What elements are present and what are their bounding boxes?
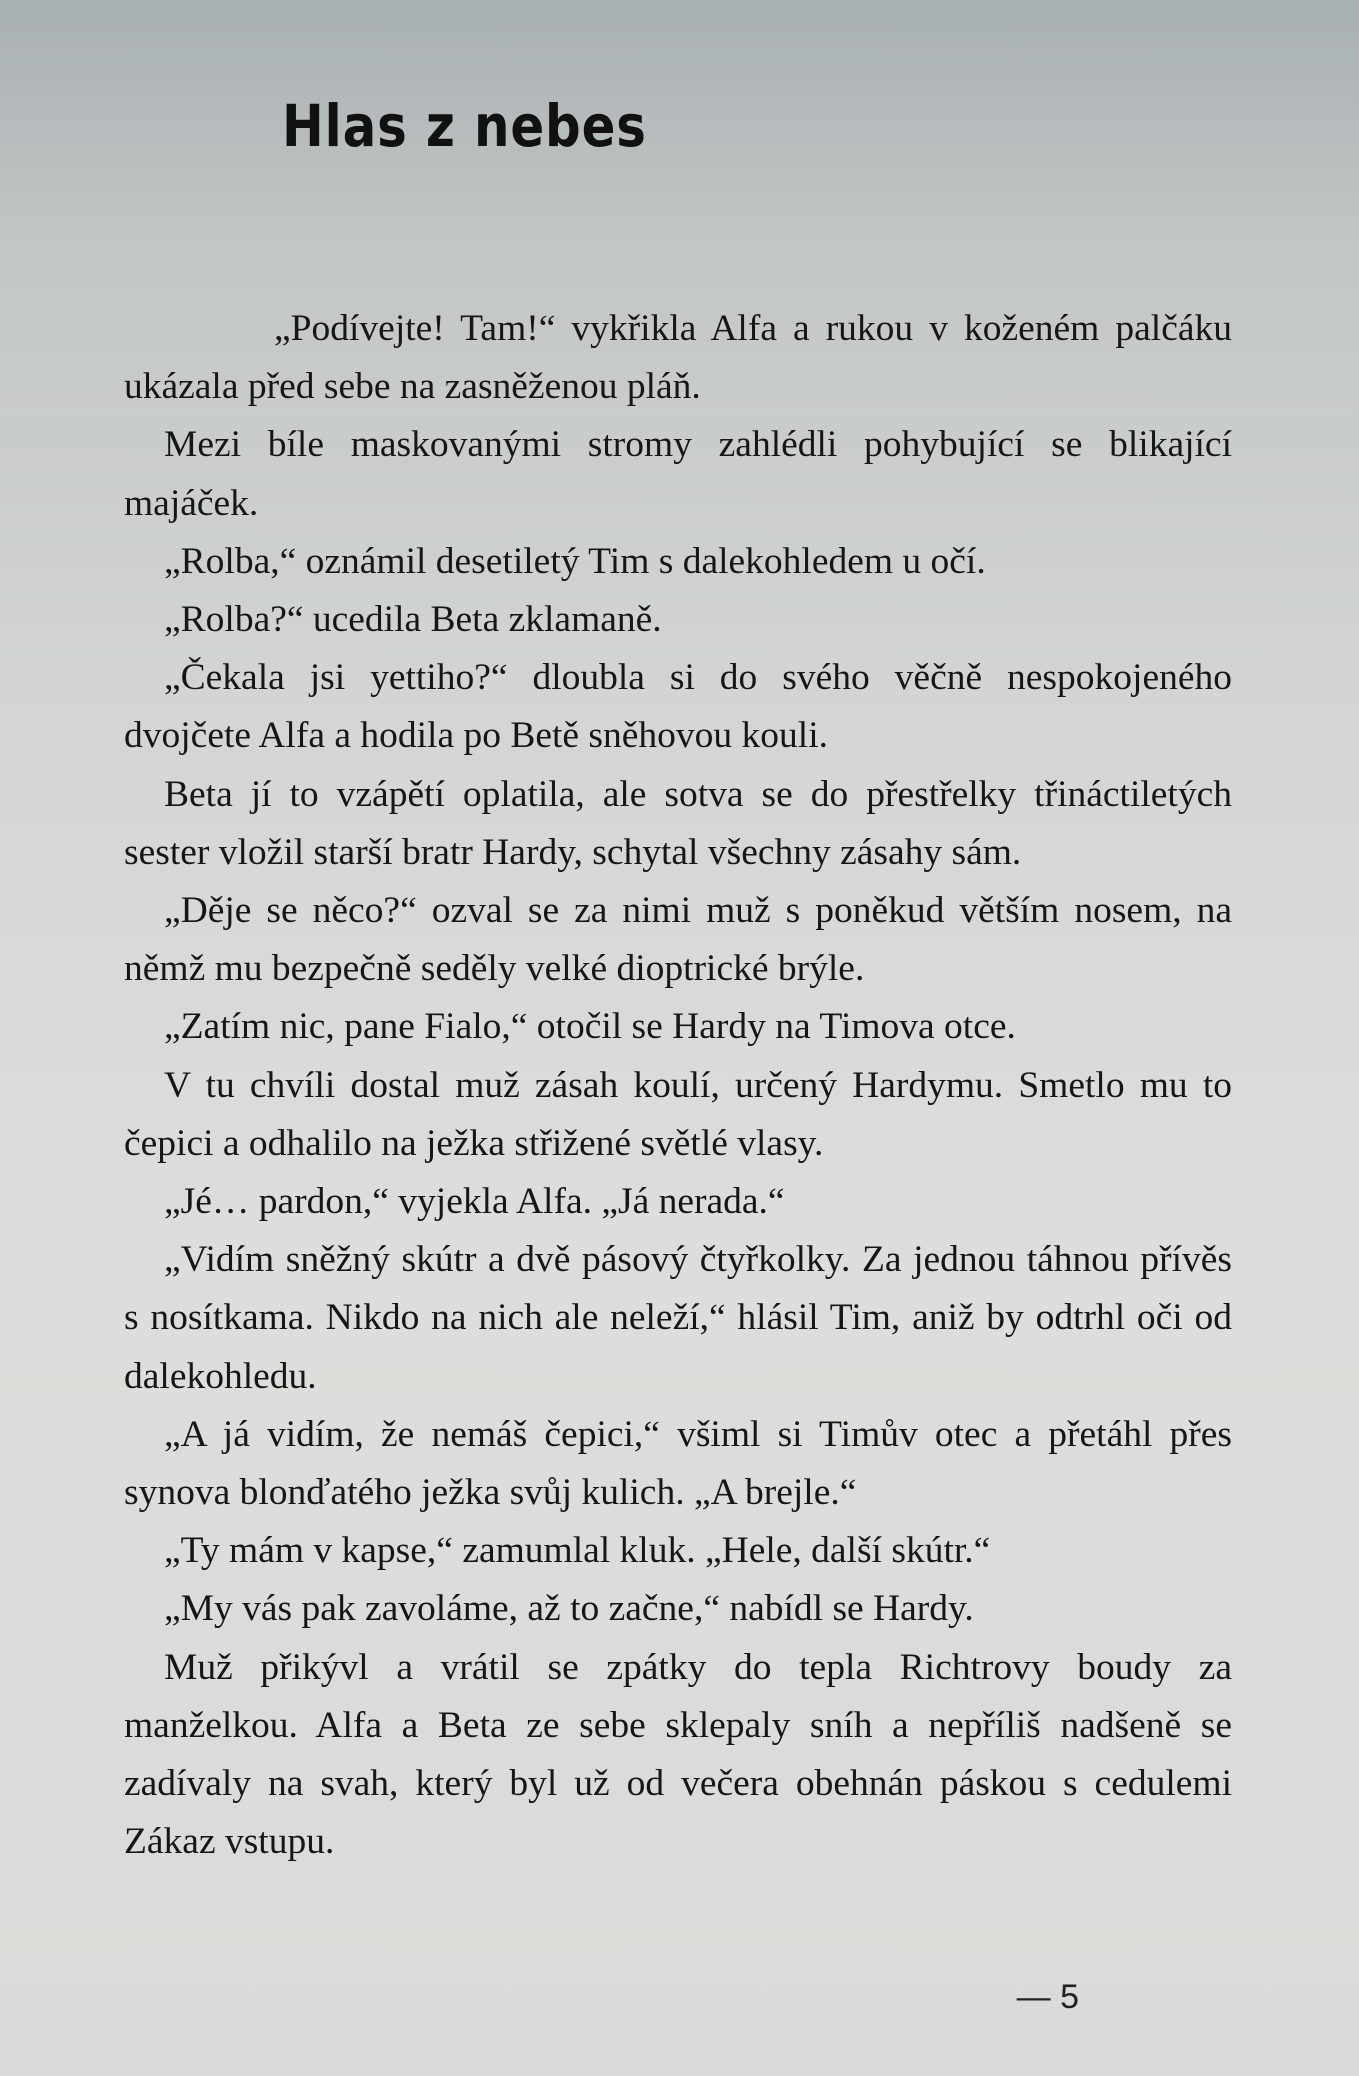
paragraph: Muž přikývl a vrátil se zpátky do tepla Richtrovy boudy za manželkou. Alfa a Beta ze sebe sklepaly sníh a nepříliš nadšeně se zadívaly na svah, který byl už od večera obehnán páskou s cedulemi Zákaz vstupu.	[124, 1646, 1232, 1863]
paragraph: „Rolba?“ ucedila Beta zklamaně.	[164, 599, 662, 641]
paragraph: „Děje se něco?“ ozval se za nimi muž s poněkud větším nosem, na němž mu bezpečně seděly velké dioptrické brýle.	[124, 890, 1232, 990]
paragraph: „My vás pak zavoláme, až to začne,“ nabídl se Hardy.	[164, 1588, 974, 1630]
paragraph: „Rolba,“ oznámil desetiletý Tim s dalekohledem u očí.	[164, 540, 986, 582]
chapter-body	[124, 300, 1232, 1871]
page-number: — 5	[1016, 1978, 1079, 2016]
paragraph: Beta jí to vzápětí oplatila, ale sotva se do přestřelky třináctiletých sester vložil starší bratr Hardy, schytal všechny zásahy sám.	[124, 773, 1232, 873]
paragraph: „Ty mám v kapse,“ zamumlal kluk. „Hele, další skútr.“	[164, 1530, 991, 1572]
paragraph: „Čekala jsi yettiho?“ dloubla si do svého věčně nespokojeného dvojčete Alfa a hodila po Betě sněhovou kouli.	[124, 657, 1232, 757]
paragraph: „Zatím nic, pane Fialo,“ otočil se Hardy na Timova otce.	[164, 1006, 1016, 1048]
paragraph: „Vidím sněžný skútr a dvě pásový čtyřkolky. Za jednou táhnou přívěs s nosítkama. Nikdo na nich ale neleží,“ hlásil Tim, aniž by odtrhl oči od dalekohledu.	[124, 1239, 1232, 1397]
paragraph: V tu chvíli dostal muž zásah koulí, určený Hardymu. Smetlo mu to čepici a odhalilo na ježka střižené světlé vlasy.	[124, 1064, 1232, 1164]
chapter-title: Hlas z nebes	[282, 92, 647, 160]
paragraph: Mezi bíle maskovanými stromy zahlédli pohybující se blikající majáček.	[124, 424, 1232, 524]
paragraph: „Jé… pardon,“ vyjekla Alfa. „Já nerada.“	[164, 1181, 785, 1223]
paragraph: „Podívejte! Tam!“ vykřikla Alfa a rukou v koženém palčáku ukázala před sebe na zasněženou pláň.	[124, 308, 1232, 408]
paragraph: „A já vidím, že nemáš čepici,“ všiml si Timův otec a přetáhl přes synova blonďatého ježka svůj kulich. „A brejle.“	[124, 1413, 1232, 1514]
